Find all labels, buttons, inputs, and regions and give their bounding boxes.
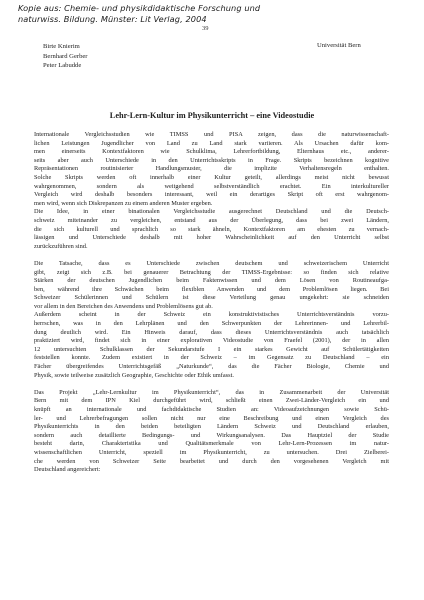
page-number: 39 xyxy=(202,25,209,32)
author-name: Bernhard Gerber xyxy=(43,52,88,60)
text-line: zurückzuführen sind. xyxy=(34,242,88,250)
text-line: men einerseits Kontextfaktoren wie Schulklima, Lehrerfortbildung, Elternhaus etc., anderer- xyxy=(34,148,389,156)
text-line: Bern mit dem IPN Kiel durchgeführt wird, schließt einen Zwei-Länder-Vergleich ein und xyxy=(34,397,389,405)
text-line: wahrgenommen, sondern als weitgehend selbstverständlich erachtet. Ein interkultureller xyxy=(34,182,389,190)
text-line: wissenschaftlichen Unterricht, speziell im Physikunterricht, zu untersuchen. Drei Zielberei- xyxy=(34,448,389,456)
text-line: lässigen und Unterschiede deshalb mit hoher Wahrscheinlichkeit auf den Unterricht selbst xyxy=(34,234,389,242)
text-line: Repräsentationen routinisierter Handlungsmuster, die implizite Verhaltensregeln enthalten. xyxy=(34,165,389,173)
text-line: Die Tatsache, dass es Unterschiede zwischen deutschem und schweizerischem Unterricht xyxy=(34,259,389,267)
text-line: Internationale Vergleichsstudien wie TIMSS und PISA zeigen, dass die naturwissenschaft- xyxy=(34,131,389,138)
text-line: praktiziert wird, findet sich in einer explorativen Videostudie von Fraefel (2001), der in allen xyxy=(34,337,389,345)
text-line: men wird, wenn sich Diskrepanzen zu einem anderen Muster ergeben. xyxy=(34,199,213,207)
body-text xyxy=(34,131,389,475)
text-line: Fächer übergreifendes Unterrichtsgefäß „Naturkunde“, das die Fächer Biologie, Chemie und xyxy=(34,363,389,371)
text-line: lichen Leistungen Jugendlicher von Land zu Land stark variieren. Als Ursachen dafür kom- xyxy=(34,139,389,147)
text-line: besteht darin, Charakteristika und Qualitätsmerkmale von Lehr-Lern-Prozessen im natur- xyxy=(34,440,389,448)
text-line: seits aber auch Unterschiede in den Unterrichtsskripts in Frage. Skripts bezeichnen kognitive xyxy=(34,156,389,164)
text-line: die sich kulturell und sprachlich so stark ähneln, Kontextfaktoren am ehesten zu vernach- xyxy=(34,225,389,233)
text-line: dung deutlich wird. Ein Hinweis darauf, dass dieses Unterrichtsverständnis auch tatsächlich xyxy=(34,328,389,336)
text-line: Deutschland angereichert: xyxy=(34,466,101,474)
text-line: schweiz miteinander zu vergleichen, entstand aus der Überlegung, dass bei zwei Ländern, xyxy=(34,216,389,224)
handwritten-note-line: Kopie aus: Chemie- und physikdidaktische Forschung und xyxy=(18,3,261,13)
text-line: herrschen, was in den Lehrplänen und den Schwerpunkten der Lehrerinnen- und Lehrerbil- xyxy=(34,320,389,328)
text-line: feststellen konnte. Zudem existiert in der Schweiz – im Gegensatz zu Deutschland – ein xyxy=(34,354,389,362)
text-line: gibt, zeigt sich z.B. bei genauerer Betrachtung der TIMSS-Ergebnisse: so finden sich relative xyxy=(34,268,389,276)
text-line: Vergleich wird deshalb besonders interessant, weil ein derartiges Skript oft erst wahrgenom- xyxy=(34,191,389,199)
text-line: Solche Skripts werden oft innerhalb einer Kultur geteilt, allerdings meist nicht bewusst xyxy=(34,173,389,181)
author-list xyxy=(43,42,88,71)
text-line: Schweizer Schülerinnen und Schülern ist diese Verteilung genau umgekehrt: sie schneiden xyxy=(34,294,389,302)
text-line: Die Idee, in einer binationalen Vergleichsstudie ausgerechnet Deutschland und die Deutsch- xyxy=(34,208,389,216)
text-line: Außerdem scheint in der Schweiz ein konstruktivistisches Unterrichtsverständnis vorzu- xyxy=(34,311,389,319)
text-line: sondern auch detaillierte Bedingungs- und Wirkungsanalysen. Das Hauptziel der Studie xyxy=(34,431,389,439)
text-line: che werden von Schweizer Seite bearbeitet und durch den vorgesehenen Vergleich mit xyxy=(34,457,389,465)
author-name: Birte Knierim xyxy=(43,43,80,50)
author-name: Peter Labudde xyxy=(43,62,82,69)
text-line: ben, während ihre Schwächen beim flexiblen Anwenden und dem Problemlösen liegen. Bei xyxy=(34,285,389,293)
handwritten-source-note xyxy=(18,3,418,25)
text-line: 12 untersuchten Schulklassen der Sekundarstufe I ein starkes Gewicht auf Schülertätigkeiten xyxy=(34,345,389,353)
paper-title: Lehr-Lern-Kultur im Physikunterricht – eine Videostudie xyxy=(109,111,315,120)
text-line: Physik, sowie teilweise zusätzlich Geographie, Geschichte oder Ethik umfasst. xyxy=(34,371,234,379)
text-line: knüpft an internationale und fachdidaktische Studien an: Videoaufzeichnungen sowie Schü- xyxy=(34,406,389,413)
handwritten-note-line: naturwiss. Bildung. Münster: Lit Verlag, 2004 xyxy=(18,14,207,24)
text-line: vor allem in den Bereichen des Anwendens und Problemlösens gut ab. xyxy=(34,302,213,310)
text-line: ler- und Lehrerbefragungen sollen nicht nur eine Beschreibung und einen Vergleich des xyxy=(34,414,389,422)
text-line: Stärken der deutschen Jugendlichen beim Faktenwissen und dem Lösen von Routineaufga- xyxy=(34,277,389,285)
affiliation: Universität Bern xyxy=(317,42,361,49)
text-line: Physikunterrichts in den beiden beteiligten Ländern Schweiz und Deutschland erlauben, xyxy=(34,423,389,431)
text-line: Das Projekt „Lehr-Lernkultur im Physikunterricht“, das in Zusammenarbeit der Universität xyxy=(34,388,389,396)
